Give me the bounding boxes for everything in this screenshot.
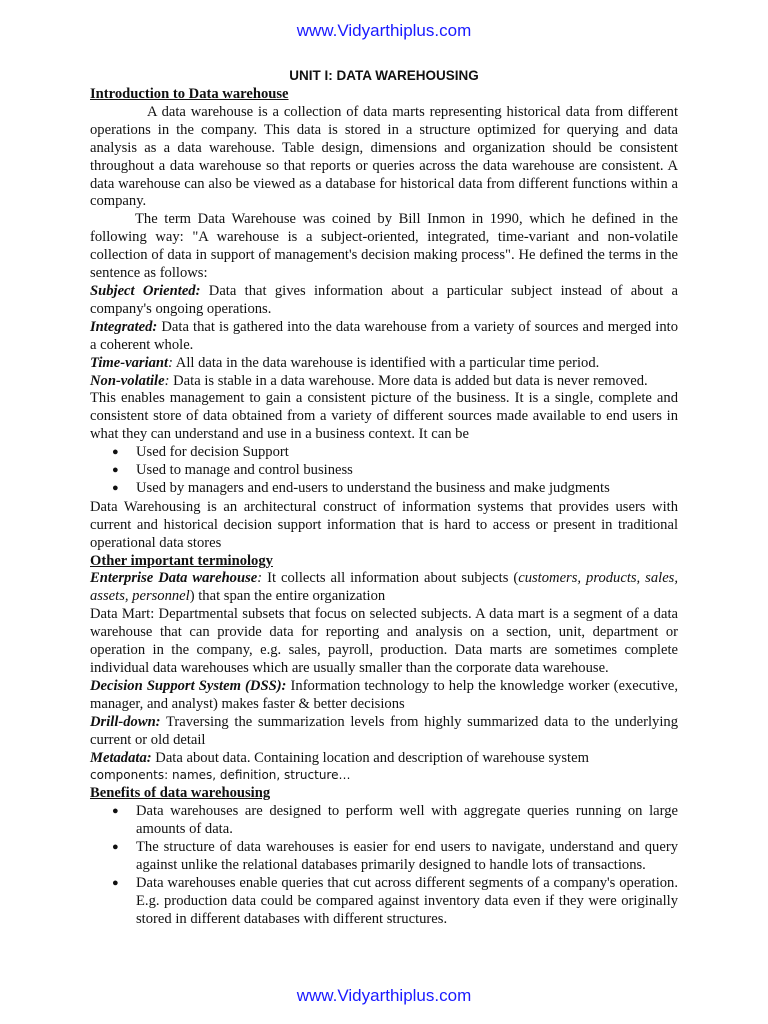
term-definition: Information technology to help the knowledge worker (executive, manager, and analyst) makes faster & better decisions	[90, 677, 678, 712]
bullet-icon: ●	[112, 805, 119, 818]
list-item: ● Used for decision Support	[112, 444, 289, 461]
subject-examples: customers, products, sales, assets, personnel	[90, 570, 679, 605]
uses-list	[90, 444, 678, 498]
term-definition: Data that is gathered into the data warehouse from a variety of sources and merged into a coherent whole.	[90, 318, 678, 353]
term-colon: :	[257, 570, 263, 587]
bullet-icon: ●	[112, 481, 119, 494]
term-label: Metadata:	[90, 749, 152, 766]
term-definition: Data that gives information about a particular subject instead of about a company's ongoing operations.	[90, 282, 678, 317]
footer-site-link[interactable]: www.Vidyarthiplus.com	[296, 986, 472, 1005]
list-item: ● Data warehouses enable queries that cut across different segments of a company's operation. E.g. production data could be compared against inventory data even if they were originally stored in different databases with different structures.	[112, 874, 678, 927]
term-subject-oriented	[90, 283, 678, 319]
header-site-link[interactable]: www.Vidyarthiplus.com	[296, 21, 472, 40]
intro-heading: Introduction to Data warehouse	[90, 86, 289, 102]
unit-title: UNIT I: DATA WAREHOUSING	[289, 68, 479, 83]
intro-paragraph-1: A data warehouse is a collection of data marts representing historical data from different operations in the company. This data is stored in a structure optimized for querying and data analysis as a data warehouse. Table design, dimensions and organization should be consistent throughout a data warehouse so that reports or queries across the data warehouse are consistent. A data warehouse can also be viewed as a database for historical data from different functions within a company.	[90, 103, 678, 210]
term-enterprise-data-warehouse: Enterprise Data warehouse: It collects all information about subjects (customers, products, sales, assets, personnel) that span the entire organization	[90, 570, 679, 605]
term-colon: :	[168, 354, 173, 371]
term-definition: All data in the data warehouse is identified with a particular time period.	[172, 354, 600, 371]
list-item: ● Data warehouses are designed to perform well with aggregate queries running on large amounts of data.	[112, 803, 678, 838]
term-non-volatile	[90, 373, 678, 391]
term-label: Non-volatile	[90, 372, 165, 389]
bullet-icon: ●	[112, 446, 119, 459]
list-item: ● The structure of data warehouses is easier for end users to navigate, understand and query against unlike the relational databases primarily designed to handle lots of transactions.	[112, 839, 678, 873]
benefits-list	[90, 803, 678, 928]
terminology-heading: Other important terminology	[90, 552, 273, 569]
term-definition-continued: components: names, definition, structure…	[90, 768, 351, 783]
benefits-heading: Benefits of data warehousing	[90, 785, 271, 802]
bullet-icon: ●	[112, 464, 119, 477]
intro-paragraph-2: The term Data Warehouse was coined by Bill Inmon in 1990, which he defined in the following way: "A warehouse is a subject-oriented, integrated, time-variant and non-volatile collection of data in support of management's decision making process". He defined the terms in the sentence as follows:	[90, 211, 678, 282]
term-dss	[90, 678, 678, 714]
term-definition: Data about data. Containing location and description of warehouse system	[151, 749, 589, 766]
term-colon: :	[164, 372, 170, 389]
term-label: Time-variant	[90, 354, 169, 371]
bullet-icon: ●	[112, 876, 119, 889]
term-definition: Traversing the summarization levels from highly summarized data to the underlying current or old detail	[90, 713, 678, 748]
term-label: Integrated:	[90, 318, 158, 335]
document-body	[90, 67, 678, 929]
list-item: ● Used by managers and end-users to understand the business and make judgments	[112, 479, 610, 496]
term-label: Decision Support System (DSS):	[90, 677, 287, 694]
intro-paragraph-4: Data Warehousing is an architectural construct of information systems that provides users with current and historical decision support information that is hard to access or present in traditional operational data stores	[90, 498, 678, 551]
term-data-mart: Data Mart: Departmental subsets that focus on selected subjects. A data mart is a segment of a data warehouse that can provide data for reporting and analysis on a section, unit, department or operation in the company, e.g. sales, payroll, production. Data marts are sometimes complete individual data warehouses which are usually smaller than the corporate data warehouse.	[90, 606, 678, 676]
bullet-icon: ●	[112, 841, 119, 854]
term-definition: Data is stable in a data warehouse. More data is added but data is never removed.	[169, 372, 648, 389]
term-time-variant	[90, 355, 678, 373]
term-metadata	[90, 750, 678, 786]
intro-paragraph-3: This enables management to gain a consistent picture of the business. It is a single, complete and consistent store of data obtained from a variety of different sources made available to end users in what they can understand and use in a business context. It can be	[90, 390, 678, 443]
term-label: Subject Oriented:	[90, 282, 201, 299]
term-drill-down	[90, 714, 678, 750]
term-label: Enterprise Data warehouse	[90, 570, 258, 587]
term-label: Drill-down:	[90, 713, 161, 730]
term-integrated	[90, 319, 678, 355]
list-item: ● Used to manage and control business	[112, 462, 353, 479]
